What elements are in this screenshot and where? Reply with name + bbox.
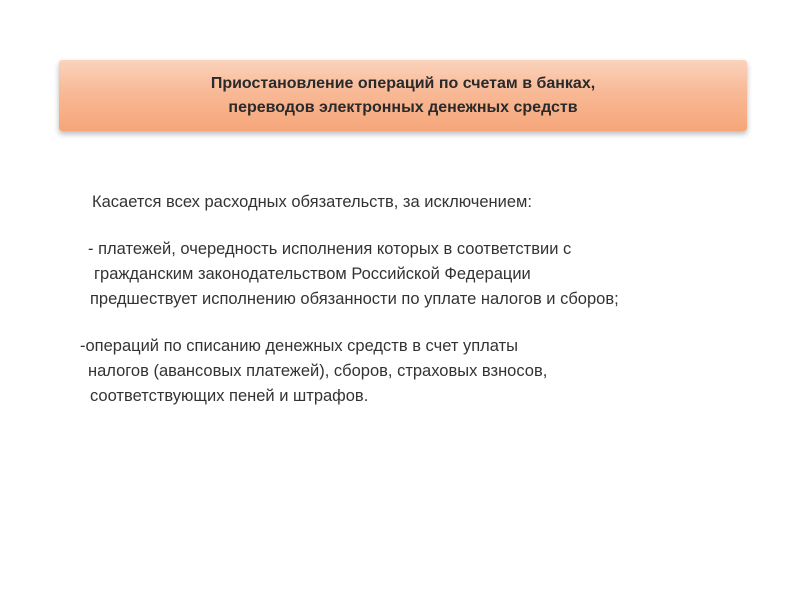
- intro-text: Касается всех расходных обязательств, за исключением:: [92, 193, 532, 211]
- title-line-2: переводов электронных денежных средств: [228, 98, 578, 116]
- exception-item-2-line-3: соответствующих пеней и штрафов.: [90, 387, 369, 405]
- title-banner: [59, 60, 747, 131]
- exception-item-1-line-1: - платежей, очередность исполнения которых в соответствии с: [88, 240, 572, 258]
- exception-item-1-line-3: предшествует исполнению обязанности по уплате налогов и сборов;: [90, 290, 619, 308]
- title-line-1: Приостановление операций по счетам в банках,: [210, 74, 596, 92]
- body-text: [80, 190, 764, 409]
- spacer: [84, 312, 764, 334]
- exception-item-1-line-2: гражданским законодательством Российской Федерации: [94, 265, 531, 283]
- spacer: [84, 215, 764, 237]
- exception-item-2-line-1: -операций по списанию денежных средств в счет уплаты: [80, 337, 519, 355]
- exception-item-2-line-2: налогов (авансовых платежей), сборов, страховых взносов,: [88, 362, 548, 380]
